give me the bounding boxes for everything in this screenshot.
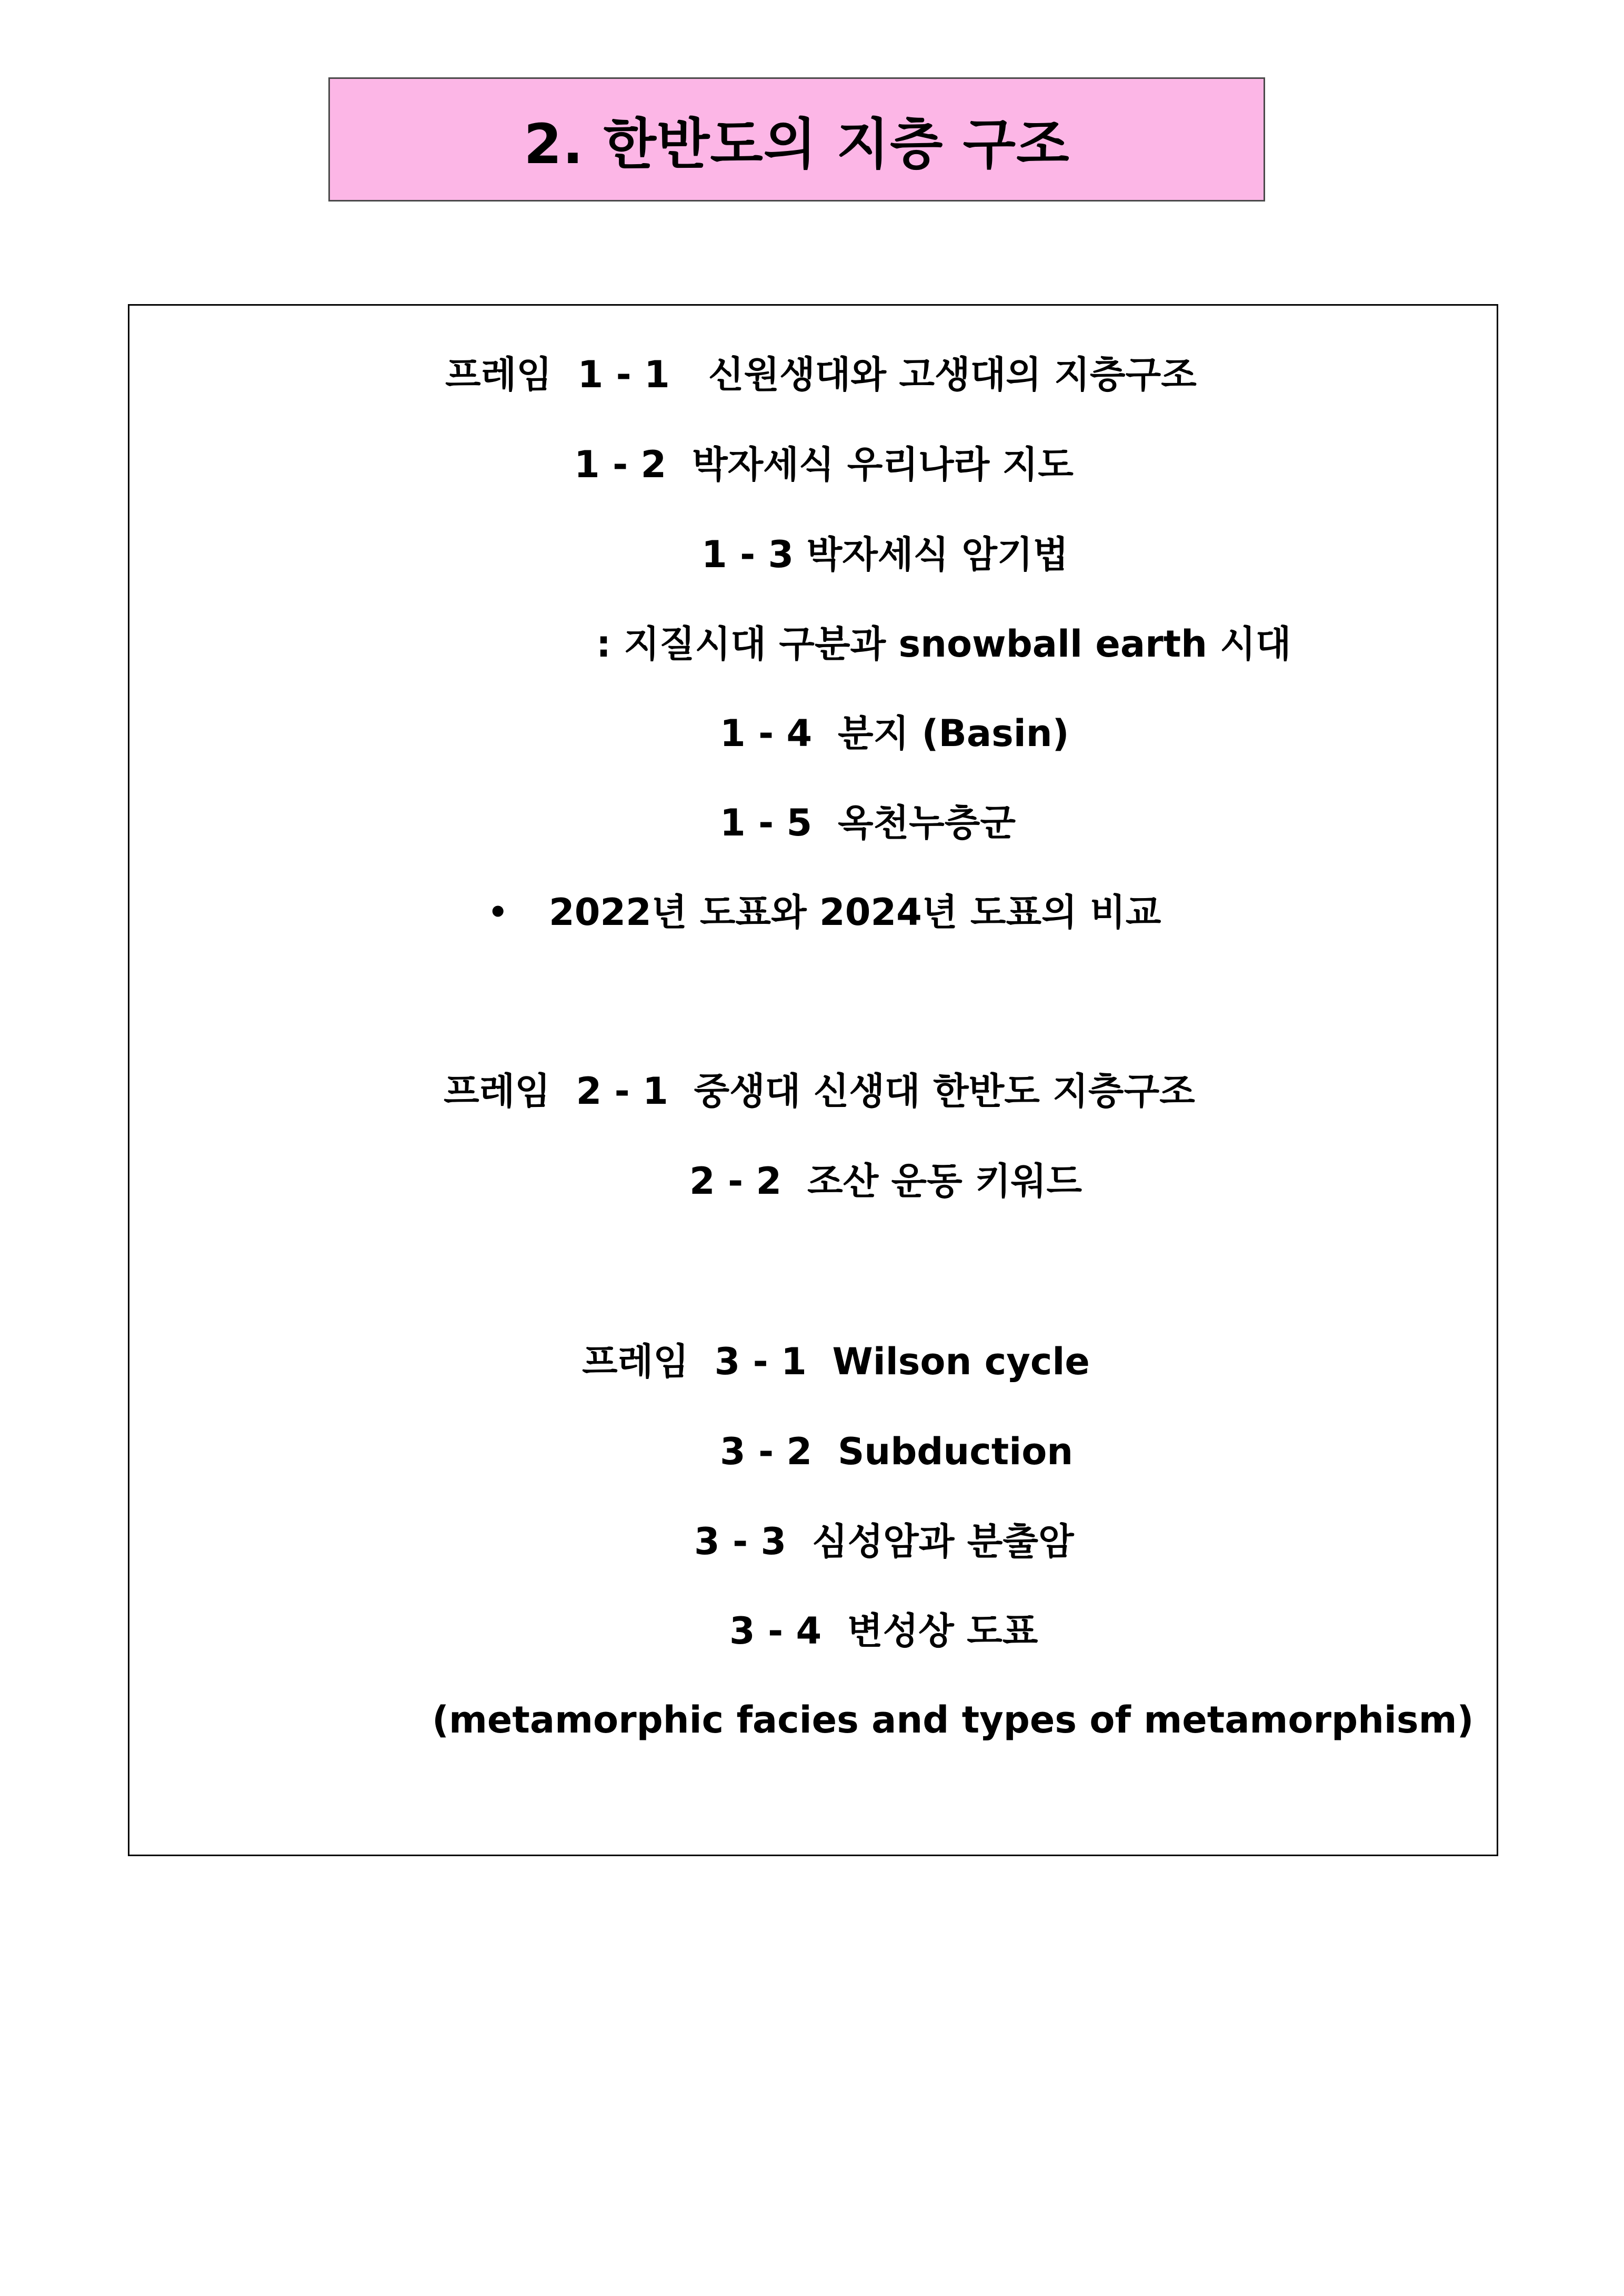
frame-3-4-subtitle: (metamorphic facies and types of metamorphism) <box>432 1698 1474 1741</box>
frame-3-1-item: 프레임 3 - 1 Wilson cycle <box>582 1340 1090 1383</box>
frame-3-3-item: 3 - 3 심성암과 분출암 <box>694 1520 1074 1563</box>
frame-1-5-item: 1 - 5 옥천누층군 <box>720 801 1016 844</box>
title-banner <box>328 77 1265 202</box>
frame-1-3-item: 1 - 3 박자세식 암기법 <box>701 533 1069 576</box>
frame-2-2-item: 2 - 2 조산 운동 키워드 <box>689 1160 1082 1203</box>
frame-1-3-subtitle: : 지질시대 구분과 snowball earth 시대 <box>596 622 1291 666</box>
contents-box <box>128 304 1498 1856</box>
frame-1-1-item: 프레임 1 - 1 신원생대와 고생대의 지층구조 <box>445 353 1197 396</box>
bullet-item-chart-comparison: 2022년 도표와 2024년 도표의 비교 <box>549 891 1161 934</box>
page-title: 2. 한반도의 지층 구조 <box>524 112 1070 176</box>
frame-3-4-item: 3 - 4 변성상 도표 <box>729 1609 1038 1653</box>
frame-3-2-item: 3 - 2 Subduction <box>720 1430 1074 1473</box>
frame-1-4-item: 1 - 4 분지 (Basin) <box>720 712 1069 755</box>
frame-2-1-item: 프레임 2 - 1 중생대 신생대 한반도 지층구조 <box>444 1070 1195 1113</box>
bullet-mark: • <box>488 894 508 931</box>
frame-1-2-item: 1 - 2 박자세식 우리나라 지도 <box>574 443 1074 486</box>
